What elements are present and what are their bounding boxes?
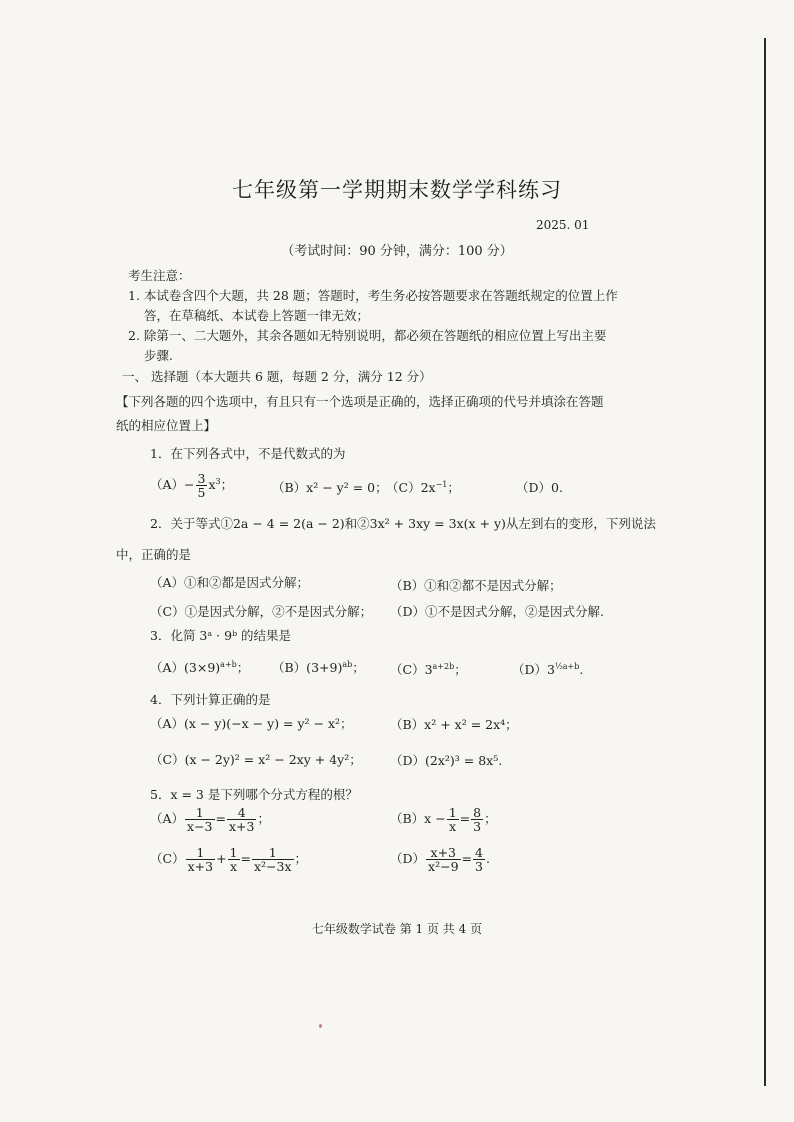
question-2-option-b: （B）①和②都不是因式分解； [390, 578, 562, 593]
question-1-option-a: （A）− $\frac{3}{5}$ $x^3$； [150, 471, 234, 500]
notice-item: 2. 除第一、二大题外，其余各题如无特别说明，都必须在答题纸的相应位置上写出主要 [128, 328, 607, 343]
question-2-option-c: （C）①是因式分解，②不是因式分解； [150, 604, 373, 619]
question-2-option-a: （A）①和②都是因式分解； [150, 575, 310, 590]
question-4-option-c: （C）(x − 2y)² = x² − 2xy + 4y²； [150, 752, 362, 767]
question-5-option-a: （A） $\frac{1}{x-3}$ = $\frac{4}{x+3}$ ； [150, 805, 270, 834]
question-1-option-d: （D）0. [516, 480, 563, 495]
question-3-stem: 3．化简 3ᵃ · 9ᵇ 的结果是 [150, 628, 292, 643]
fraction: $\frac{8}{3}$ [473, 805, 482, 834]
fraction: $\frac{1}{x}$ [448, 805, 457, 834]
scan-speck [319, 1024, 322, 1028]
page-title: 七年级第一学期期末数学学科练习 [232, 178, 562, 202]
fraction: $\frac{x+3}{\text{x²−9}}$ [428, 845, 459, 874]
notice-item: 答，在草稿纸、本试卷上答题一律无效； [144, 308, 370, 323]
notice-item: 步骤. [144, 348, 173, 363]
question-1-option-b: （B）x² − y² = 0； [272, 480, 388, 495]
question-4-option-b: （B）x² + x² = 2x⁴； [390, 717, 518, 732]
notice-heading: 考生注意： [128, 268, 191, 283]
fraction: $\frac{1}{x+3}$ [187, 845, 214, 874]
fraction: $\frac{4}{3}$ [475, 845, 483, 874]
fraction: $\frac{1}{x-3}$ [187, 805, 213, 834]
exam-info: （考试时间：90 分钟，满分：100 分） [281, 244, 513, 259]
fraction: $\frac{1}{x}$ [229, 845, 238, 874]
question-5-option-d: （D） $\frac{x+3}{\text{x²−9}}$ = $\frac{4}{3}$ . [390, 845, 490, 874]
question-4-option-d: （D）(2x²)³ = 8x⁵. [390, 753, 503, 768]
question-1-option-c: $(C)2x^{-1}$； [386, 479, 460, 495]
question-3-option-c: $(C)3^{a+2b}$； [390, 661, 467, 677]
fraction: $\frac{3}{5}$ [197, 471, 206, 500]
question-5-stem: 5．x = 3 是下列哪个分式方程的根？ [150, 787, 358, 802]
section-1-title: 一、 选择题（本大题共 6 题，每题 2 分，满分 12 分） [122, 369, 432, 384]
question-3-option-d: $(D)3^{\frac{1}{2}a+b}$. [512, 661, 584, 677]
question-2-stem-cont: 中，正确的是 [116, 547, 192, 562]
page-footer: 七年级数学试卷 第 1 页 共 4 页 [311, 922, 483, 936]
section-1-instruction: 纸的相应位置上】 [116, 418, 217, 433]
notice-item: 1. 本试卷含四个大题，共 28 题；答题时，考生务必按答题要求在答题纸规定的位置上作 [128, 288, 618, 303]
fraction: $\frac{4}{x+3}$ [229, 805, 255, 834]
question-4-option-a: （A）(x − y)(−x − y) = y² − x²； [150, 716, 353, 731]
question-4-stem: 4．下列计算正确的是 [150, 692, 271, 707]
question-1-stem: 1．在下列各式中，不是代数式的为 [150, 446, 346, 461]
exam-date: 2025. 01 [536, 218, 590, 232]
question-3-option-b: $(B)(3+9)^{ab}$； [272, 659, 365, 675]
fraction: $\frac{1}{\text{x²−3x}}$ [253, 845, 292, 874]
question-3-option-a: $(A)(3\times 9)^{a+b}$； [150, 659, 250, 675]
section-1-instruction: 【下列各题的四个选项中，有且只有一个选项是正确的，选择正确项的代号并填涂在答题 [116, 394, 604, 409]
question-2-stem: 2．关于等式①2a − 4 = 2(a − 2)和②3x² + 3xy = 3x(x + y)从左到右的变形，下列说法 [150, 516, 656, 531]
question-5-option-b: （B）x − $\frac{1}{x}$ = $\frac{8}{3}$ ； [390, 805, 497, 834]
question-5-option-c: （C） $\frac{1}{x+3}$ + $\frac{1}{x}$ = $\frac{1}{\text{x²−3x}}$ ； [150, 845, 308, 874]
question-2-option-d: （D）①不是因式分解，②是因式分解. [390, 604, 604, 619]
